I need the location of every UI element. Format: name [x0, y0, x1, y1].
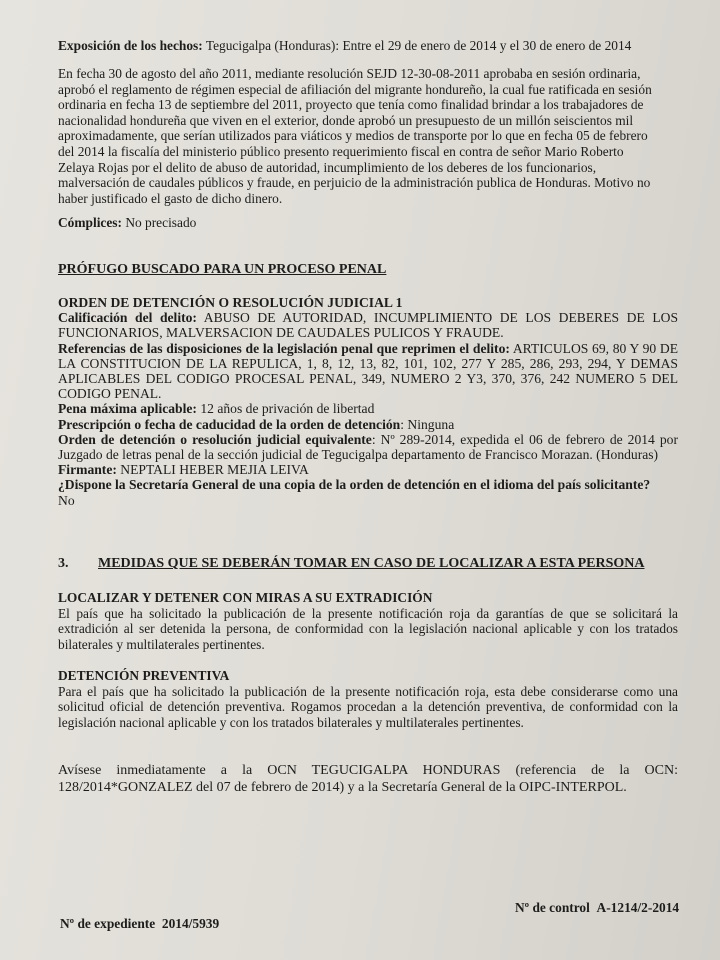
narrative-line: haber justificado el gasto de dicho dinero. — [58, 190, 283, 206]
numero-de-control — [515, 900, 715, 916]
firmante — [58, 462, 678, 477]
prescripcion-value: : Ninguna — [400, 416, 455, 432]
equivalente-label: Orden de detención o resolución judicial equivalente — [58, 431, 372, 447]
numero-de-expediente — [60, 916, 320, 932]
hechos-narrative — [58, 66, 678, 206]
calificacion-del-delito — [58, 310, 678, 340]
complices-value: No precisado — [121, 215, 197, 230]
exposicion-text: Tegucigalpa (Honduras): Entre el 29 de enero de 2014 y el 30 de enero de 2014 — [202, 38, 632, 53]
detencion-title: DETENCIÓN PREVENTIVA — [58, 668, 230, 683]
expediente-value: 2014/5939 — [161, 916, 220, 931]
orden-de-detencion-section — [58, 295, 678, 508]
firmante-value: NEPTALI HEBER MEJIA LEIVA — [116, 462, 309, 478]
narrative-line: del 2014 la fiscalía del ministerio público presento requerimiento fiscal en contra de señor Mario Roberto — [58, 143, 624, 159]
copia-question: ¿Dispone la Secretaría General de una copia de la orden de detención en el idioma del país solicitante? — [58, 477, 651, 493]
orden-equivalente — [58, 432, 678, 462]
profugo-section-title: PRÓFUGO BUSCADO PARA UN PROCESO PENAL — [58, 262, 387, 277]
prescripcion — [58, 417, 678, 432]
avisese-notice: Avísese inmediatamente a la OCN TEGUCIGALPA HONDURAS (referencia de la OCN: 128/2014*GONZALEZ del 07 de febrero de 2014) y a la Secretaría General de la OIPC-INTERPOL. — [58, 763, 678, 795]
calificacion-label: Calificación del delito: — [58, 310, 197, 326]
orden-title: ORDEN DE DETENCIÓN O RESOLUCIÓN JUDICIAL 1 — [58, 295, 403, 310]
pena-value: 12 años de privación de libertad — [196, 401, 375, 417]
medidas-title: MEDIDAS QUE SE DEBERÁN TOMAR EN CASO DE LOCALIZAR A ESTA PERSONA — [98, 556, 645, 571]
prescripcion-label: Prescripción o fecha de caducidad de la orden de detención — [58, 416, 401, 432]
localizar-title: LOCALIZAR Y DETENER CON MIRAS A SU EXTRADICIÓN — [58, 590, 433, 605]
detencion-preventiva — [58, 668, 678, 730]
narrative-line: aprobó el reglamento de régimen especial de afiliación del migrante hondureño, la cual fue ratificada en sesión — [58, 81, 652, 97]
copia-answer: No — [58, 492, 75, 508]
narrative-line: ordinaria en fecha 13 de septiembre del 2011, proyecto que tenía como finalidad brindar a los trabajadores de — [58, 97, 644, 113]
control-value: A-1214/2-2014 — [596, 900, 680, 915]
referencias-legislacion — [58, 341, 678, 402]
localizar-text: El país que ha solicitado la publicación de la presente notificación roja da garantías de que se solicitará la extradición al ser detenida la persona, de conformidad con la legislación nacional aplicable y con los tratados bilaterales y multilaterales pertinentes. — [58, 605, 678, 652]
localizar-y-detener — [58, 590, 678, 652]
expediente-label: Nº de expediente — [60, 916, 156, 931]
referencias-label: Referencias de las disposiciones de la legislación penal que reprimen el delito: — [58, 340, 510, 356]
exposicion-de-los-hechos — [58, 38, 678, 54]
control-label: Nº de control — [515, 900, 590, 915]
complices — [58, 215, 678, 231]
calificacion-value: ABUSO DE AUTORIDAD, INCUMPLIMIENTO DE LOS DEBERES DE LOS FUNCIONARIOS, MALVERSACION DE CAUDALES PULICOS Y FRAUDE. — [58, 310, 679, 341]
equivalente-value: : Nº 289-2014, expedida el 06 de febrero de 2014 por Juzgado de letras penal de la sección judicial de Tegucigalpa departamento de Francisco Morazan. (Honduras) — [58, 431, 678, 463]
section-number: 3. — [58, 556, 69, 571]
medidas-section-heading — [58, 556, 658, 572]
pena-maxima — [58, 401, 678, 416]
firmante-label: Firmante: — [58, 462, 117, 478]
referencias-value: ARTICULOS 69, 80 Y 90 DE LA CONSTITUCION DE LA REPULICA, 1, 8, 12, 13, 82, 101, 102, 277 Y 285, 286, 293, 294, Y DEMAS APLICABLES DEL CODIGO PROCESAL PENAL, 349, NUMERO 2 Y3, 370, 376, 242 NUMERO 5 DEL CODIGO PENAL. — [58, 340, 678, 402]
narrative-line: malversación de caudales públicos y fraude, en perjuicio de la administración publica de Honduras. Motivo no — [58, 175, 651, 191]
narrative-line: Zelaya Rojas por el delito de abuso de autoridad, incumplimiento de los deberes de los funcionarios, — [58, 159, 597, 175]
narrative-line: aproximadamente, que serían utilizados para viáticos y medios de transporte por lo que en fecha 05 de febrero — [58, 128, 648, 144]
narrative-line: En fecha 30 de agosto del año 2011, mediante resolución SEJD 12-30-08-2011 aprobaba en sesión ordinaria, — [58, 66, 641, 81]
exposicion-label: Exposición de los hechos: — [58, 38, 203, 53]
complices-label: Cómplices: — [58, 215, 122, 230]
detencion-text: Para el país que ha solicitado la publicación de la presente notificación roja, esta debe considerarse como una solicitud oficial de detención preventiva. Rogamos procedan a la detención preventiva, de conformidad con la legislación nacional aplicable y con los tratados bilaterales y multilaterales pertinentes. — [58, 683, 678, 730]
narrative-line: nacionalidad hondureña que viven en el exterior, donde aprobó un presupuesto de un millón seiscientos mil — [58, 112, 634, 128]
pena-label: Pena máxima aplicable: — [58, 401, 197, 417]
